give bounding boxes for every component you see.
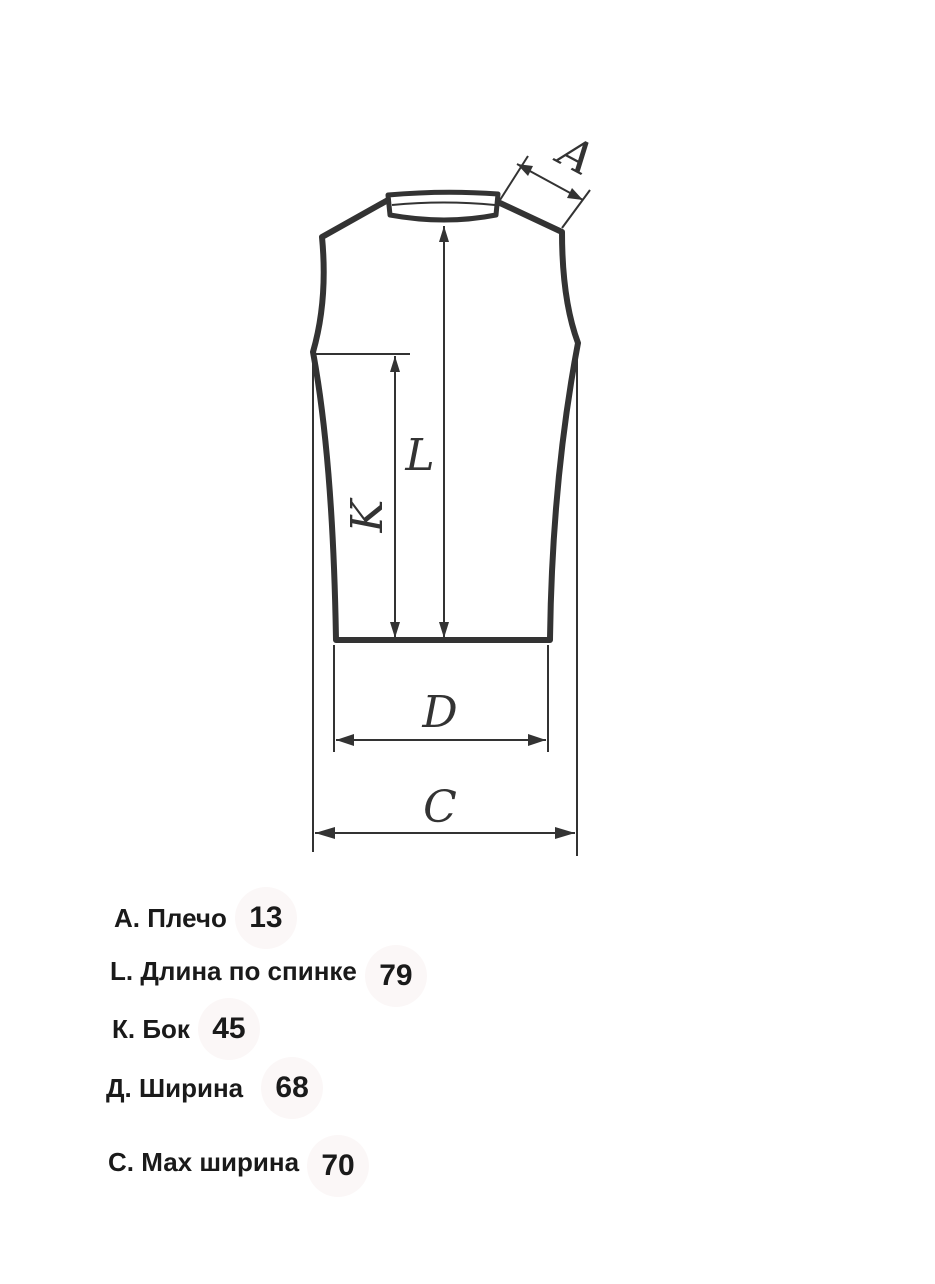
legend-value: 70 bbox=[307, 1135, 369, 1197]
legend-item-width bbox=[106, 1057, 323, 1119]
legend-value: 68 bbox=[261, 1057, 323, 1119]
dimension-letter-k: K bbox=[342, 499, 393, 533]
dimension-letter-a: A bbox=[550, 126, 603, 187]
legend-item-side bbox=[112, 998, 260, 1060]
legend-item-back-length bbox=[110, 935, 427, 1007]
legend-label: Д. Ширина bbox=[106, 1072, 244, 1103]
legend-label: L. Длина по спинке bbox=[110, 955, 357, 986]
legend-value: 79 bbox=[365, 945, 427, 1007]
dimension-letter-l: L bbox=[405, 430, 435, 481]
vest-outline bbox=[313, 200, 578, 640]
legend-item-max-width bbox=[108, 1127, 369, 1197]
legend-label: К. Бок bbox=[112, 1013, 190, 1044]
legend-value: 45 bbox=[198, 998, 260, 1060]
vest-collar bbox=[388, 192, 498, 220]
dimension-letter-c: C bbox=[423, 782, 457, 833]
dimension-l bbox=[439, 226, 449, 638]
legend-label: А. Плечо bbox=[114, 902, 227, 933]
collar-seam bbox=[392, 203, 495, 206]
legend-label: С. Мах ширина bbox=[108, 1146, 300, 1177]
legend-value: 13 bbox=[235, 887, 297, 949]
dimension-letter-d: D bbox=[422, 687, 458, 738]
